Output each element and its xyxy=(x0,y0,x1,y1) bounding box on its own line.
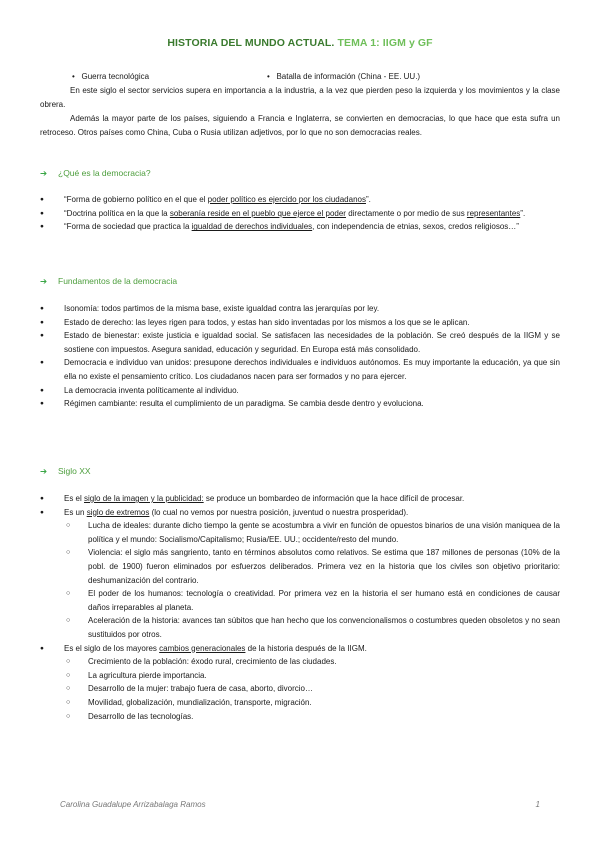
list-item: ● Isonomía: todos partimos de la misma base, existe igualdad contra las jerarquías por ley. xyxy=(40,302,560,316)
definitions-list xyxy=(40,193,560,234)
list-item: ● Democracia e individuo van unidos: presupone derechos individuales e individuos autónomos. Es muy importante la educación, ya que sin ella no existe el pensamiento crítico. Los ciudadanos nacen para ser formados y no para ejercer. xyxy=(40,356,560,383)
sub-list-item: ○ Desarrollo de las tecnologías. xyxy=(64,710,560,724)
page-footer xyxy=(60,800,540,809)
list-item: ● Es un siglo de extremos (lo cual no vemos por nuestra posición, juventud o nuestra prosperidad). ○ Lucha de ideales: durante dicho tiempo la gente se acostumbra a vivir en función de opuestos binarios de una visión maniquea de la política y el mundo: Socialismo/Capitalismo; Rusia/EE. UU.; occidente/resto del mundo. ○ Violencia: el siglo más sangriento, tanto en términos absolutos como relativos. Se estima que 187 millones de personas (10% de la pobl. de 1900) fueron eliminados por esfuerzos deliberados. Primera vez en la historia que los civiles son objetivo prioritario: deshumanización del contrario. ○ El poder de los humanos: tecnología o creatividad. Por primera vez en la historia el ser humano está en condiciones de causar daños irreparables al planeta. ○ Aceleración de la historia: avances tan súbitos que han hecho que los convencionalismos o costumbres queden obsoletos y no sean sustituidos por otros. xyxy=(40,506,560,642)
list-item: ● Es el siglo de los mayores cambios generacionales de la historia después de la IIGM. ○ Crecimiento de la población: éxodo rural, crecimiento de las ciudades. ○ La agricultura pierde importancia. ○ Desarrollo de la mujer: trabajo fuera de casa, aborto, divorcio… ○ Movilidad, globalización, mundialización, transporte, migración. ○ Desarrollo de las tecnologías. xyxy=(40,642,560,724)
arrow-right-icon: ➔ xyxy=(40,276,48,286)
arrow-right-icon: ➔ xyxy=(40,168,48,178)
siglo-xx-list xyxy=(40,492,560,723)
page-title xyxy=(0,37,600,49)
intro-paragraph: En este siglo el sector servicios supera en importancia a la industria, a la vez que pierden peso la izquierda y los movimientos y la clase obrera. xyxy=(40,86,560,109)
section-heading-text: Fundamentos de la democracia xyxy=(58,276,178,286)
list-item: ● Estado de derecho: las leyes rigen para todos, y estas han sido inventadas por los mismos a los que se le aplican. xyxy=(40,316,560,330)
sub-list-item: ○ Violencia: el siglo más sangriento, tanto en términos absolutos como relativos. Se estima que 187 millones de personas (10% de la pobl. de 1900) fueron eliminados por esfuerzos deliberados. Primera vez en la historia que los civiles son objetivo prioritario: deshumanización del contrario. xyxy=(64,546,560,587)
arrow-right-icon: ➔ xyxy=(40,466,48,476)
sub-list-item: ○ Aceleración de la historia: avances tan súbitos que han hecho que los convencionalismos o costumbres queden obsoletos y no sean sustituidos por otros. xyxy=(64,614,560,641)
section-heading xyxy=(40,466,91,477)
footer-author: Carolina Guadalupe Arrizabalaga Ramos xyxy=(60,800,206,809)
section-heading xyxy=(40,168,151,179)
sub-list-item: ○ El poder de los humanos: tecnología o creatividad. Por primera vez en la historia el ser humano está en condiciones de causar daños irreparables al planeta. xyxy=(64,587,560,614)
intro-bullet-text: Batalla de información (China - EE. UU.) xyxy=(276,72,421,81)
list-item: ● “Doctrina política en la que la soberanía reside en el pueblo que ejerce el poder directamente o por medio de sus representantes”. xyxy=(40,207,560,221)
sub-list-item: ○ La agricultura pierde importancia. xyxy=(64,669,560,683)
section-heading-text: Siglo XX xyxy=(58,466,91,476)
list-item: ● Es el siglo de la imagen y la publicidad: se produce un bombardeo de información que la hace difícil de procesar. xyxy=(40,492,560,506)
sub-list-item: ○ Lucha de ideales: durante dicho tiempo la gente se acostumbra a vivir en función de opuestos binarios de una visión maniquea de la política y el mundo: Socialismo/Capitalismo; Rusia/EE. UU.; occidente/resto del mundo. xyxy=(64,519,560,546)
intro-bullet-text: Guerra tecnológica xyxy=(81,72,150,81)
list-item: ● Estado de bienestar: existe justicia e igualdad social. Se satisfacen las necesidades de la población. Se creó después de la IIGM y se sostiene con impuestos. Asegura sanidad, educación y seguridad. En Europa está más consolidado. xyxy=(40,329,560,356)
section-heading-text: ¿Qué es la democracia? xyxy=(58,168,151,178)
list-item: ● Régimen cambiante: resulta el cumplimiento de un paradigma. Se cambia desde dentro y evoluciona. xyxy=(40,397,560,411)
list-item: ● “Forma de sociedad que practica la igualdad de derechos individuales, con independencia de etnias, sexos, credos religiosos…” xyxy=(40,220,560,234)
section-heading xyxy=(40,276,177,287)
title-topic: TEMA 1: IIGM y GF xyxy=(337,37,433,49)
list-item: ● La democracia inventa políticamente al individuo. xyxy=(40,384,560,398)
intro-bullet: • Batalla de información (China - EE. UU.) xyxy=(267,72,421,81)
sub-list xyxy=(64,655,560,723)
intro-paragraph: Además la mayor parte de los países, siguiendo a Francia e Inglaterra, se convierten en democracias, lo que hace que esta sufra un retroceso. Otros países como China, Cuba o Rusia utilizan adjetivos, por lo que no son democracias reales. xyxy=(40,114,560,137)
sub-list-item: ○ Crecimiento de la población: éxodo rural, crecimiento de las ciudades. xyxy=(64,655,560,669)
list-item: ● “Forma de gobierno político en el que el poder político es ejercido por los ciudadanos”. xyxy=(40,193,560,207)
page-number: 1 xyxy=(535,800,540,809)
fundamentals-list xyxy=(40,302,560,411)
sub-list xyxy=(64,519,560,641)
sub-list-item: ○ Desarrollo de la mujer: trabajo fuera de casa, aborto, divorcio… xyxy=(64,682,560,696)
sub-list-item: ○ Movilidad, globalización, mundialización, transporte, migración. xyxy=(64,696,560,710)
intro-bullet: • Guerra tecnológica xyxy=(72,72,150,81)
title-course: HISTORIA DEL MUNDO ACTUAL. xyxy=(167,37,335,49)
